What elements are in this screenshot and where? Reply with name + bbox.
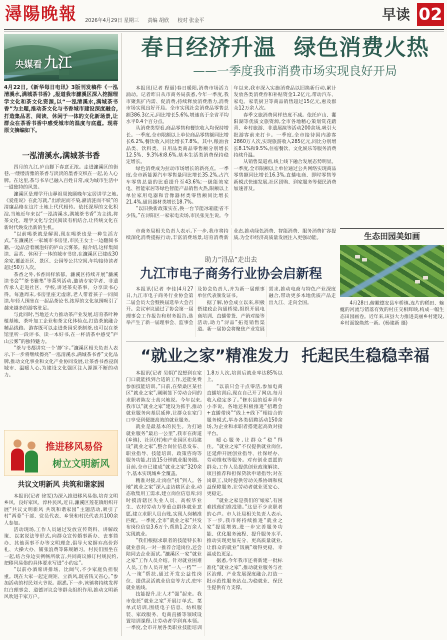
image-title-part1: 央媒看: [15, 59, 42, 70]
paragraph: 本报讯(记者 徐雯)为深入推进移风易俗,培育文明乡风、良好家风、淳朴民风,近日,濂溪区莲花镇组织开展“共议文明新风 共筑和谐家园”主题活动,吸引了村“两委”干部、党员代表、乡贤和村民代表共100余人参加。: [4, 493, 118, 526]
paragraph: 据了解,协会成立以来,积极搭建政企沟通桥梁,组织开展电商培训、直播带货、产销对接等活动,助力“浔品”拓宽销售渠道。新一届协会将聚焦产业发展需求,推动电商与特色产业深度融合,带动更多本地优质产品走出九江、走向全国。: [197, 286, 336, 333]
header-rule: [4, 29, 444, 30]
figure-body: [11, 449, 24, 471]
photo-village: [362, 258, 367, 262]
figure-body: [25, 451, 38, 473]
section-rule: [126, 341, 444, 342]
banner-line-1: 推进移风易俗: [45, 441, 103, 453]
paragraph: 技能提升,让人才“强”起来。我市依托“就业之家”开展订单式、菜单式培训,围绕电子信息、纺织服装、家政服务、电商直播等领域设置培训课程,让劳动者学到真本领。一季度,全市开展各类职业技能培训1.8万人次,培训后就业率达85%以上。: [126, 370, 283, 631]
header-rule-thin: [4, 31, 444, 32]
lead-article-body: [126, 85, 444, 225]
paragraph: 与此同时,当地还大力推动茶产业发展,培育茶叶种植基地、茶叶加工企业和茶文化体验点,打造茶旅融合精品线路。游客既可以走进茶园采茶制茶,也可以在茶馆里听一段评书、读一本好书,在一杯清茶中感受“庐山云雾”的独特魅力。: [4, 311, 118, 345]
paragraph: “茶与书都讲究一个‘静’字。”濂溪区相关负责人表示,下一步将继续擦亮“一泓清溪水,满城茶书香”文化品牌,推动文化事业和文化产业协同发展,让茶香书香浸润城市、温暖人心,为建设文化强区注入源源不断的动力。: [4, 345, 118, 378]
article-body-civility: [4, 493, 118, 636]
lead-headline-part1: 春日经济升温: [141, 35, 276, 61]
figure-head: [28, 442, 36, 450]
paragraph: 濂溪区是理学开山鼻祖周敦颐晚年定居讲学之地,《爱莲说》在此写就,“出淤泥而不染,濯清涟而不妖”的清廉品格在这片土地上代代相传。依托深厚的文化积淀,当地近年来以“一泓清溪水,满城茶书香”为主线,将茶文化、理学文化与全民阅读有机结合,让传统文化在新时代焕发出新的生机。: [4, 191, 118, 231]
paragraph: 从消费类型看,商品零售和餐饮收入均保持增长。一季度,全市限额以上单位商品零售额同比增长6.2%,餐饮收入同比增长7.8%。其中,粮油食品类、饮料类、日用品类商品零售额分别增长12.5%、9.3%和8.6%,基本生活类消费保持稳定增长。: [126, 125, 229, 165]
ecommerce-headline: 九江市电子商务行业协会启新程: [139, 266, 322, 282]
dateline: [85, 16, 211, 24]
paragraph: 据悉,今年我市还将新建一批标准化“就业之家”,推动就业服务与社区治理、产业发展深度融合,打造一批示范性服务站点,为稳就业、保民生提供有力支撑。: [206, 558, 283, 591]
editor-credit: 责编 胡欣: [147, 18, 170, 24]
ecommerce-article-body: [126, 286, 336, 337]
field-aerial-photo: [340, 245, 444, 297]
photo-village: [415, 280, 420, 284]
paragraph: 本报讯(记者 程丽)春日暖阳,消费市场活力涌动。记者昨日从市商务局获悉,今年一季度,我市聚焦扩内需、促消费,持续释放消费潜力,消费市场实现良好开局。全市实现社会消费品零售总额386.3亿元,同比增长5.6%,增速高于全省平均水平0.4个百分点。: [126, 85, 229, 125]
employment-headline-part2: 托起民生稳稳幸福: [301, 346, 430, 365]
paragraph: 就业是最基本的民生。为打通就业服务“最后一公里”,我市在街道(乡镇)、社区(村)和产业园区布局建设“就业之家”,整合岗位信息发布、职业指导、技能培训、政策咨询等服务功能,打造15分钟就业服务圈。目前,全市已建成“就业之家”320余个,基本实现城乡全覆盖。: [126, 424, 202, 477]
column-divider: [122, 33, 123, 636]
ecommerce-kicker: 助力“浔品”走出去: [204, 256, 258, 264]
photo-village: [423, 276, 428, 280]
employment-headline: [126, 345, 444, 366]
paragraph: 精准对接,让岗位“找”到人。各地“就业之家”深入走访辖区企业,动态收集用工需求,建立岗位信息库;同时摸清辖区失业人员、高校毕业生、农村劳动力等重点群体就业意愿,建立求职人员台账,实现人岗精准匹配。一季度,全市“就业之家”共发布岗位信息3.6万个,帮助1.2万余人实现就业。: [126, 477, 202, 537]
banner-figures: [11, 438, 41, 477]
photo-title: 生态田园美如画: [363, 231, 420, 241]
left-intro: 4月22日,《新华每日电讯》3版刊发稿件《一泓清溪水,满城茶书香》,报道我市濂溪区深入挖掘理学文化和茶文化资源,以“一泓清溪水,满城茶书香”为主题,推动茶文化与书香城市建设深度融合,打造集品茗、阅读、休闲于一体的文化新场景,让群众在茶香书香中感受城市的温度与底蕴。现将原文摘编如下。: [4, 84, 118, 134]
proofreader-credit: 校对 张金平: [177, 18, 205, 24]
civility-banner-image: [4, 430, 118, 476]
article-title-tea-books: 一泓清溪水,满城茶书香: [22, 151, 100, 160]
lead-headline: [126, 35, 444, 61]
banner-line-2: 树立文明新风: [52, 458, 110, 470]
paragraph: “我们根据求职者的技能特长和就业意向,一对一推荐合适岗位,还会陪同去企业面试。”濂溪区一家“就业之家”工作人员介绍。针对就业困难人员,工作人员开展“一人一档”“一人一策”帮扶,通过开发公益性岗位、提供灵活就业信息等方式,兜牢就业底线。: [126, 538, 202, 591]
paragraph: 活动现场,工作人员通过发放宣传资料、讲解政策、以案说法等形式,向群众宣传婚事新办、丧事简办、其他喜事不办等文明理念,倡导大家摒弃高价彩礼、大操大办、铺张浪费等陈规陋习。村民们围坐在一起,结合身边实例畅所欲言,共同商议修订村规民约,把移风易俗的具体要求写进“小约定”。: [4, 527, 118, 567]
article-title-civility: 共议文明新风 共筑和谐家园: [17, 480, 105, 489]
paragraph: 本报讯(记者 李佳)4月27日,九江市电子商务行业协会第二届会员大会暨换届选举大会召开。会议审议通过了协会第一届理事会工作报告和财务报告,选举产生了新一届理事会、监事会及协会负责人,并为新一届理事单位代表颁发证书。: [126, 286, 265, 326]
masthead-logo: 潯陽晚報: [5, 4, 77, 24]
paragraph: 本报讯(记者 吴娟)“没想到在家门口就能找到合适的工作,还能免费参加技能培训。”日前,在柴桑区某社区“就业之家”,刚刚签下劳动合同的求职者陈女士高兴地说。今年以来,我市以“就业之家”建设为抓手,推动就业服务向基层延伸,让群众在家门口享受到便捷高效的就业服务。: [126, 370, 202, 423]
paragraph: 市商务局相关负责人表示,下一步,我市将持续深化消费提振行动,丰富消费场景,培育消费新业态,推动绿色消费、智能消费、服务消费扩容提质,为全市经济高质量发展注入更强动能。: [126, 228, 336, 241]
article-body-tea-books: [4, 164, 118, 427]
lead-headline-part2: 绿色消费火热: [294, 35, 429, 61]
page-number: 02: [418, 4, 443, 25]
photo-caption: [340, 300, 444, 336]
paragraph: 茶香之外,书香同样浓郁。濂溪区持续开展“濂溪读书会”“茶书雅集”等系列活动,邀请专家学者、非遗传承人走进社区、学校,讲述茶史茶事、分享读书心得。每逢周末,书房里座无虚席,老人带着孩子一同阅读,年轻人围坐在一起品茶论书,浓厚的文化氛围吸引了越来越多的游客驻足。: [4, 271, 118, 311]
yangmei-kan-jiujiang-image: [4, 34, 118, 81]
photo-village: [355, 255, 360, 259]
paragraph: 4月28日,俯瞰德安县车桥镇,连片的稻田、蜿蜒的河流与错落有致的村庄交相辉映,构成一幅生态田园画卷。近年来,该县大力推进美丽乡村建设,乡村面貌焕然一新。(杨建新 摄): [340, 300, 444, 327]
employment-headline-part1: “就业之家”精准发力: [140, 346, 290, 365]
lead-subtitle: ——一季度我市消费市场实现良好开局: [193, 64, 397, 78]
paragraph: “以前办酒席讲排场、比阔气,不少家庭负担很重。现在大家一起定规矩、立新风,既省钱又省心。”参加活动的村民刘大爷说。据悉,下一步,该镇将持续发挥红白理事会、道德评议会等群众组织作用,推动文明新风吹进千家万户。: [4, 567, 118, 600]
paragraph: 从销售渠道看,线上线下融合发展态势明显。一季度,全市限额以上单位通过公共网络实现商品零售额同比增长16.3%,直播电商、即时零售等新模式快速发展,社区团购、到家服务等便民消费加速普及。: [233, 159, 337, 192]
photo-box: [340, 228, 444, 337]
image-title-part2: 九江: [44, 54, 73, 71]
paragraph: 四月的九江,庐山脚下春意正浓。走进濂溪区的街巷,一缕缕清雅的茶香与淡淡的墨香交织在一起,沁人心脾。在这里,茶与书早已融入百姓日常,成为城市生活中一道独特的风景。: [4, 164, 118, 191]
employment-article-body: [126, 370, 444, 636]
paragraph: “以前喝茶就是解渴,现在喝茶也是一种生活方式。”在濂溪区一家城市书房里,市民王女士一边翻阅书籍,一边品尝着刚泡好的庐山云雾茶。据介绍,这样集阅读、品茗、休闲于一体的城市书房,在濂溪区已建成30余家,覆盖社区、景区、公园等公共空间,年均接待读者超过50万人次。: [4, 231, 118, 271]
paragraph: 春季文旅消费同样热度不减。依托庐山、鄱阳湖等优质文旅资源,全市各地精心策划赏花踏青、乡村旅游、非遗展演等活动200余场,吸引大批游客前来打卡。一季度,全市接待国内游客2860万人次,实现旅游收入285亿元,同比分别增长8.1%和9.5%,住宿餐饮、文化娱乐等服务消费持续升温。: [233, 112, 337, 159]
figure-head: [14, 440, 22, 448]
lead-article-continued: [126, 228, 336, 254]
image-title: [15, 52, 72, 72]
section-name: 早读: [382, 6, 411, 23]
paragraph: 绿色消费成为拉动市场增长的新亮点。一季度,全市新能源汽车零售量同比增长35.2%,占汽车零售总量的比重提升至43.6%;一级能效家电、智能家居等绿色智能产品销售火热,限额以上单位家用电器和音像器材类零售额同比增长21.4%,通讯器材类增长18.7%。: [126, 165, 229, 205]
paragraph: “就业之家是我们的‘娘家’,有困难找他们准没错。”这是不少求职者的心声。市人社局相关负责人表示,下一步,我市将持续推进“就业之家”提质增效,进一步完善服务功能、优化服务流程、提升服务水平,推动实现更加充分、更高质量就业,让群众的就业“饭碗”端得更稳、幸福成色更足。: [206, 497, 283, 557]
paragraph: 暖心服务,让群众“稳”得住。“就业之家”不仅提供就业岗位,还延伸开展创业指导、社保经办、劳动维权等服务。对有创业意愿的群众,工作人员提供创业政策解读、项目推荐和担保贷款申请指导;对在岗职工,及时提供劳动关系协调和权益保障服务,让劳动者就业更安心、更稳定。: [206, 437, 283, 497]
issue-date: 2026年4月29日 星期三: [85, 18, 139, 24]
paragraph: “以前只会干点零活,参加电商直播培训后,现在自己开了网店,每月收入稳定多了。”修水县的返乡青年小李说。各地还积极推进“招聘会+直播带岗”“线上+线下”相结合的服务模式,举办各类招聘活动150余场,为企业和求职者搭建起高效对接平台。: [206, 383, 283, 437]
paragraph: “以旧换新政策实在,换一台节能冰箱能省不少钱。”在浔阳区一家家电卖场,市民张先生说。今年以来,我市深入实施消费品以旧换新行动,累计发放各类消费券和补贴资金1.2亿元,带动汽车、家电、家装厨卫等商品销售超过15亿元,惠及群众12万余人次。: [126, 85, 337, 219]
